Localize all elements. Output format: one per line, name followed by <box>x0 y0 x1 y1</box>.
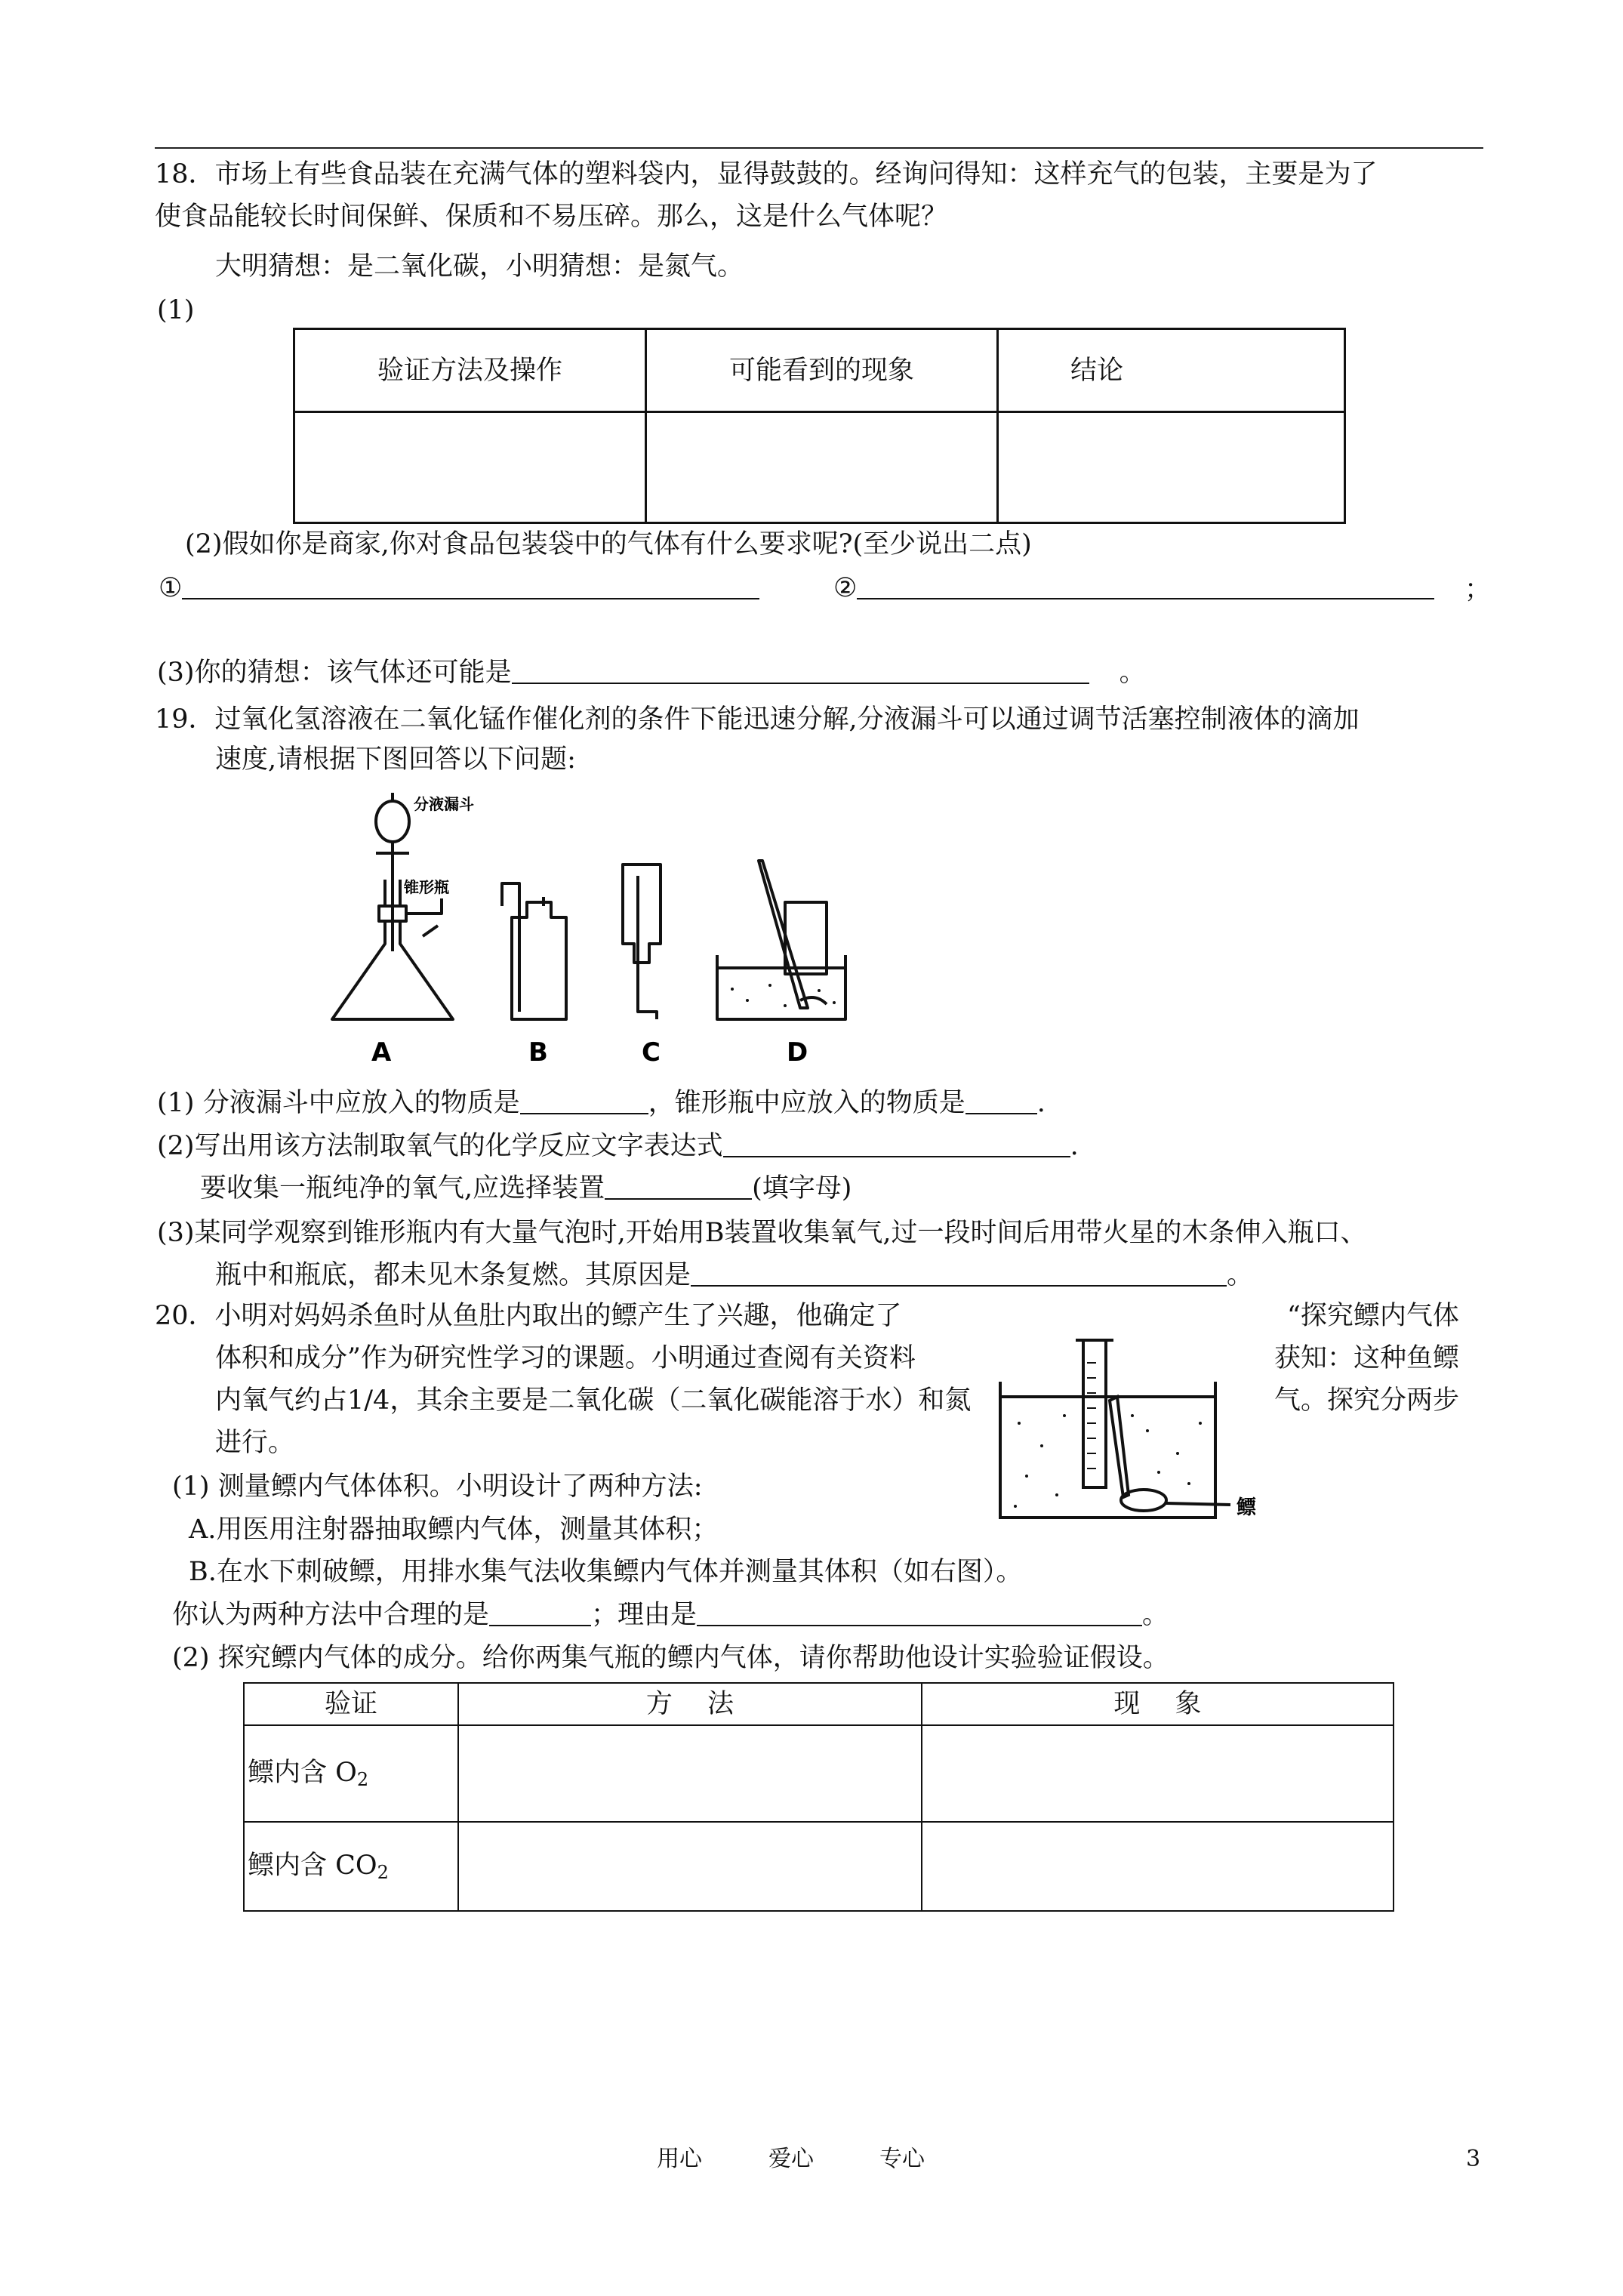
q19-p1-b: ，锥形瓶中应放入的物质是 <box>648 1088 965 1118</box>
q18-cell-conclusion[interactable] <box>998 412 1345 523</box>
q19-part2 <box>157 1130 1079 1162</box>
label-A: A <box>371 1037 392 1068</box>
q20-blank-choice[interactable] <box>489 1601 591 1626</box>
q19-blank-reason[interactable] <box>691 1261 1227 1287</box>
q20-cell-o2-method[interactable] <box>458 1725 922 1822</box>
inverted-bottle-C <box>623 864 661 963</box>
q18-part3 <box>157 657 1146 689</box>
q18-line2: 使食品能较长时间保鲜、保质和不易压碎。那么，这是什么气体呢？ <box>155 202 948 232</box>
q20-cell-co2-method[interactable] <box>458 1822 922 1911</box>
q20-cell-o2-phenomenon[interactable] <box>922 1725 1394 1822</box>
header-rule <box>155 147 1483 149</box>
q18-table <box>293 328 1346 524</box>
q20-line2a: 体积和成分”作为研究性学习的课题。小明通过查阅有关资料 <box>215 1343 916 1373</box>
q19-p2-line2-end: (填字母) <box>752 1173 852 1203</box>
q20-row2-prefix: 鳔内含 CO <box>248 1850 377 1881</box>
q20-row1-prefix: 鳔内含 O <box>248 1757 357 1788</box>
footer-word-3: 专心 <box>879 2146 925 2172</box>
q18-part2-mark2: ② <box>833 573 858 603</box>
q19-p1-end: . <box>1036 1088 1046 1118</box>
page-number: 3 <box>1466 2146 1481 2172</box>
q20-line4: 进行。 <box>215 1428 295 1458</box>
q20-reason-a: 你认为两种方法中合理的是 <box>172 1600 490 1630</box>
q20-reason-end: 。 <box>1142 1600 1169 1630</box>
q20-water-collection-figure <box>996 1325 1291 1529</box>
footer-word-2: 爱心 <box>768 2146 814 2172</box>
q18-part1-label: (1) <box>157 295 195 325</box>
q20-line1b: “探究鳔内气体 <box>1287 1301 1459 1331</box>
q20-row-o2-label <box>244 1725 458 1822</box>
q18-blank-requirement1[interactable] <box>182 574 759 599</box>
q19-blank-word-equation[interactable] <box>723 1132 1070 1157</box>
q18-blank-requirement2[interactable] <box>857 574 1434 599</box>
q18-cell-phenomenon[interactable] <box>646 412 998 523</box>
collection-bottle-D <box>785 902 827 974</box>
q18-part3-end: 。 <box>1119 658 1146 688</box>
q18-blank-guess[interactable] <box>512 658 1089 684</box>
q20-header-verify: 验证 <box>244 1683 458 1725</box>
q18-line3: 大明猜想：是二氧化碳，小明猜想：是氮气。 <box>215 251 744 282</box>
q20-row-co2-label <box>244 1822 458 1911</box>
q19-apparatus-figure <box>325 793 853 1072</box>
q18-part2-answer-row2 <box>833 572 1434 604</box>
q18-part2-mark1: ① <box>159 573 183 603</box>
q19-p2-line2: 要收集一瓶纯净的氧气,应选择装置 <box>200 1173 605 1203</box>
label-B: B <box>528 1037 548 1068</box>
label-funnel: 分液漏斗 <box>414 795 474 813</box>
q19-p2-a: (2)写出用该方法制取氧气的化学反应文字表达式 <box>157 1131 723 1161</box>
q20-method-A: A.用医用注射器抽取鳔内气体，测量其体积； <box>189 1515 719 1545</box>
q20-row1-sub: 2 <box>356 1768 369 1790</box>
q18-part2-answer-row <box>159 572 759 604</box>
q20-header-phenomenon: 现 象 <box>922 1683 1394 1725</box>
q18-header-phenomenon: 可能看到的现象 <box>646 329 998 412</box>
q18-line1: 18．市场上有些食品装在充满气体的塑料袋内，显得鼓鼓的。经询问得知：这样充气的包装，主要是为了 <box>155 159 1378 190</box>
footer-word-1: 用心 <box>657 2146 702 2172</box>
q19-p1-a: (1) 分液漏斗中应放入的物质是 <box>157 1088 520 1118</box>
q19-line2: 速度,请根据下图回答以下问题: <box>215 744 576 775</box>
label-bladder: 鳔 <box>1236 1496 1257 1519</box>
q18-header-method: 验证方法及操作 <box>294 329 646 412</box>
q20-row2-sub: 2 <box>377 1861 389 1883</box>
funnel-bulb <box>376 801 409 842</box>
q19-blank-flask-substance[interactable] <box>965 1089 1037 1114</box>
label-flask: 锥形瓶 <box>404 878 449 896</box>
q19-line1: 19．过氧化氢溶液在二氧化锰作催化剂的条件下能迅速分解,分液漏斗可以通过调节活塞控制液体的滴加 <box>155 704 1360 735</box>
q19-blank-device[interactable] <box>605 1174 752 1200</box>
q20-cell-co2-phenomenon[interactable] <box>922 1822 1394 1911</box>
q19-p3-end: 。 <box>1227 1260 1254 1290</box>
q20-header-method: 方 法 <box>458 1683 922 1725</box>
q18-cell-method[interactable] <box>294 412 646 523</box>
q19-part2-line2 <box>200 1173 852 1204</box>
q18-part3-prefix: (3)你的猜想：该气体还可能是 <box>157 658 512 688</box>
needle <box>1110 1397 1129 1497</box>
q20-reason-row <box>172 1599 1169 1631</box>
q19-p3-line2: 瓶中和瓶底，都未见木条复燃。其原因是 <box>215 1260 691 1290</box>
q20-line2b: 获知：这种鱼鳔 <box>1274 1343 1460 1373</box>
q19-part3-line2 <box>215 1259 1253 1291</box>
q20-table <box>243 1682 1394 1912</box>
q20-blank-reason[interactable] <box>697 1601 1142 1626</box>
q19-p3-line1: (3)某同学观察到锥形瓶内有大量气泡时,开始用B装置收集氧气,过一段时间后用带火星的木条伸入瓶口、 <box>157 1218 1367 1248</box>
swim-bladder <box>1121 1490 1166 1511</box>
q20-method-B: B.在水下刺破鳔，用排水集气法收集鳔内气体并测量其体积（如右图）。 <box>189 1557 1023 1587</box>
q19-p2-end: . <box>1070 1131 1079 1161</box>
water-tank <box>1000 1382 1215 1518</box>
label-D: D <box>787 1037 808 1068</box>
q20-line3a: 内氧气约占1/4，其余主要是二氧化碳（二氧化碳能溶于水）和氮 <box>215 1385 972 1416</box>
q20-line3b: 气。探究分两步 <box>1274 1385 1460 1416</box>
q20-part2: (2) 探究鳔内气体的成分。给你两集气瓶的鳔内气体，请你帮助他设计实验验证假设。 <box>172 1643 1169 1673</box>
label-C: C <box>642 1037 661 1068</box>
q19-blank-funnel-substance[interactable] <box>520 1089 648 1114</box>
q18-part2-end: ； <box>1464 575 1492 605</box>
q20-part1: (1) 测量鳔内气体体积。小明设计了两种方法: <box>172 1472 703 1502</box>
q20-line1a: 20．小明对妈妈杀鱼时从鱼肚内取出的鳔产生了兴趣，他确定了 <box>155 1301 902 1331</box>
q20-reason-b: ；理由是 <box>591 1600 698 1630</box>
q18-header-conclusion: 结论 <box>998 329 1345 412</box>
delivery-tube-D <box>759 861 808 1008</box>
q19-part1 <box>157 1087 1046 1119</box>
q18-part2-prompt: (2)假如你是商家,你对食品包装袋中的气体有什么要求呢?(至少说出二点) <box>185 529 1032 559</box>
